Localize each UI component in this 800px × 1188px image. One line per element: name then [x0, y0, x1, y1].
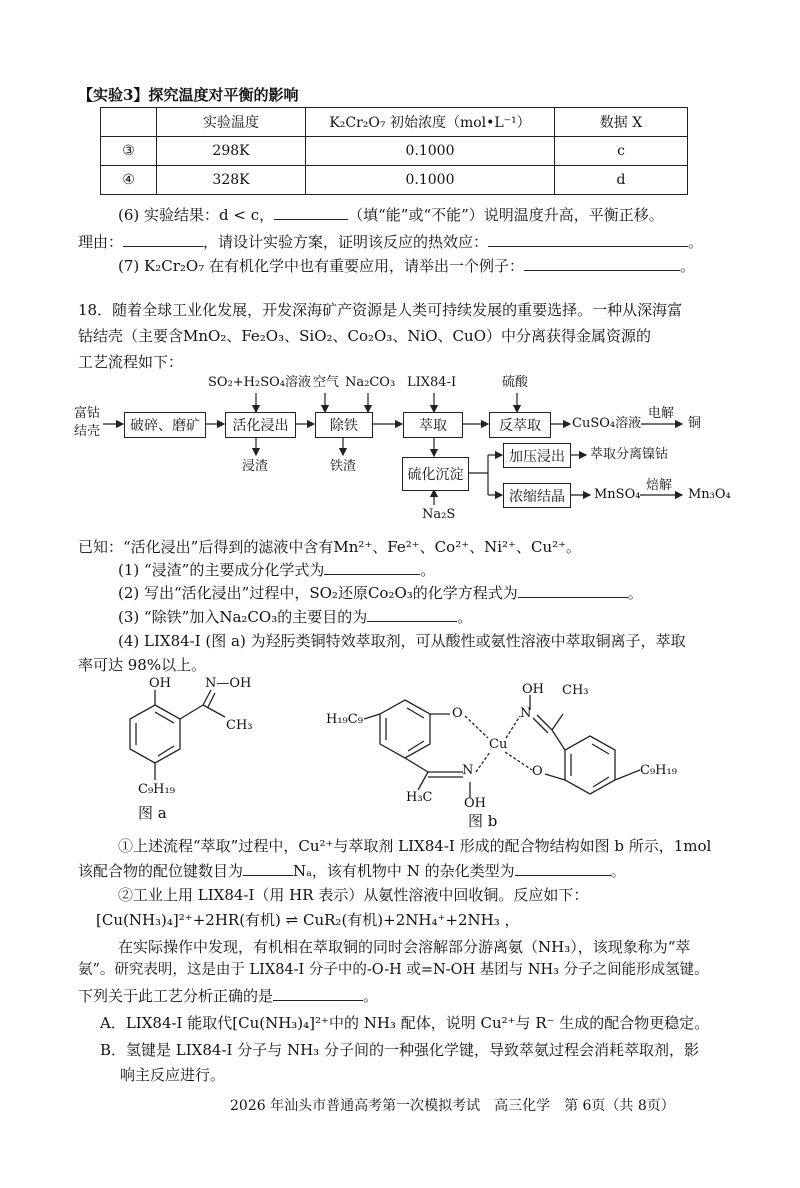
label-electrolysis: 电解 — [648, 406, 675, 421]
table-cell: 298K — [157, 137, 306, 166]
page-footer: 2026 年汕头市普通高考第一次模拟考试 高三化学 第 6页（共 8页） — [230, 1098, 675, 1114]
reagent-acid: 硫酸 — [502, 375, 529, 390]
table-cell: ④ — [101, 166, 157, 195]
step-leach: 活化浸出 — [225, 412, 296, 438]
q4-line2: 率可达 98%以上。 — [78, 656, 207, 674]
table-cell: 0.1000 — [306, 166, 555, 195]
c9h19-label: C₉H₁₉ — [138, 782, 175, 797]
table-cell: 328K — [157, 166, 306, 195]
answer-blank[interactable] — [515, 861, 611, 876]
output-cuso4: CuSO₄溶液 — [572, 416, 642, 431]
table-cell: d — [555, 166, 688, 195]
h19c9-label: H₁₉C₉ — [326, 712, 363, 727]
feed-label-bottom: 结壳 — [74, 424, 101, 439]
step-extract: 萃取 — [403, 412, 463, 438]
reagent-so2: SO₂+H₂SO₄溶液 — [208, 375, 311, 390]
table-header: K₂Cr₂O₇ 初始浓度（mol•L⁻¹） — [306, 108, 555, 137]
q7-text: 。 — [679, 257, 695, 275]
output-mn3o4: Mn₃O₄ — [688, 487, 731, 502]
step-concentrate: 浓缩结晶 — [503, 483, 571, 508]
q3: (3) “除铁”加入Na₂CO₃的主要目的为 。 — [118, 608, 473, 626]
step-pressure-leach: 加压浸出 — [503, 443, 571, 468]
step-sulfide-precip: 硫化沉淀 — [402, 457, 469, 491]
para-line3: 下列关于此工艺分析正确的是 。 — [78, 987, 379, 1005]
reagent-air: 空气 — [313, 375, 340, 390]
q1-text: (1) “浸渣”的主要成分化学式为 — [118, 561, 325, 579]
q6-text: （填“能”或“不能”）说明温度升高，平衡正移。 — [348, 206, 664, 224]
n-label-right: N — [520, 706, 532, 721]
sub1-text: Nₐ，该有机物中 N 的杂化类型为 — [293, 862, 515, 880]
q18-intro-2: 钴结壳（主要含MnO₂、Fe₂O₃、SiO₂、Co₂O₃、NiO、CuO）中分离获得金属资源的 — [78, 327, 651, 345]
para-line1: 在实际操作中发现，有机相在萃取铜的同时会溶解部分游离氨（NH₃），该现象称为“萃 — [118, 938, 691, 956]
q4-line1: (4) LIX84-I (图 a) 为羟肟类铜特效萃取剂，可从酸性或氨性溶液中萃取铜离子，萃取 — [118, 632, 686, 650]
known-info: 已知：“活化浸出”后得到的滤液中含有Mn²⁺、Fe²⁺、Co²⁺、Ni²⁺、Cu²⁺。 — [78, 538, 582, 556]
option-b-line1[interactable]: B．氢键是 LIX84-I 分子与 NH₃ 分子间的一种强化学键，导致萃氨过程会消耗萃取剂，影 — [100, 1041, 699, 1059]
output-ni-co: 萃取分离镍钴 — [590, 447, 669, 462]
q7-text: (7) K₂Cr₂O₇ 在有机化学中也有重要应用，请举出一个例子： — [118, 257, 524, 275]
table-cell: c — [555, 137, 688, 166]
q6-text: (6) 实验结果：d < c， — [118, 206, 275, 224]
sub1-line2: 该配合物的配位键数目为 Nₐ，该有机物中 N 的杂化类型为 。 — [78, 862, 626, 880]
fig-b-caption: 图 b — [468, 812, 498, 830]
step-strip: 反萃取 — [489, 412, 551, 438]
reaction-equation: [Cu(NH₃)₄]²⁺+2HR(有机) ⇌ CuR₂(有机)+2NH₄⁺+2NH₃ ， — [96, 911, 520, 929]
noh-label: N—OH — [205, 676, 252, 691]
answer-blank[interactable] — [243, 861, 293, 876]
reagent-na2s: Na₂S — [422, 507, 456, 522]
output-mnso4: MnSO₄ — [594, 487, 641, 502]
n-label: N — [462, 763, 474, 778]
q18-intro-1: 18．随着全球工业化发展，开发深海矿产资源是人类可持续发展的重要选择。一种从深海富 — [78, 301, 683, 319]
para-line2: 氨”。研究表明，这是由于 LIX84-I 分子中的-O-H 或=N-OH 基团与 NH₃ 分子之间能形成氢键。 — [78, 962, 709, 978]
feed-label-top: 富钴 — [74, 406, 101, 421]
q2-text: (2) 写出“活化浸出”过程中，SO₂还原Co₂O₃的化学方程式为 — [118, 584, 518, 602]
q1: (1) “浸渣”的主要成分化学式为 。 — [118, 561, 436, 579]
exp3-title: 【实验3】探究温度对平衡的影响 — [78, 86, 299, 104]
table-cell: ③ — [101, 137, 157, 166]
table-header: 数据 X — [555, 108, 688, 137]
option-b-line2: 响主反应进行。 — [120, 1066, 226, 1084]
q6-text: 理由： — [78, 233, 124, 251]
q2: (2) 写出“活化浸出”过程中，SO₂还原Co₂O₃的化学方程式为 。 — [118, 584, 643, 602]
sub1-text: 该配合物的配位键数目为 — [78, 862, 244, 880]
q6-text: 。 — [688, 233, 704, 251]
step-crush: 破碎、磨矿 — [124, 412, 206, 438]
oh-label-right: OH — [522, 682, 544, 697]
output-leach-residue: 浸渣 — [242, 459, 269, 474]
label-roast: 焙解 — [646, 478, 673, 493]
sub1-line1: ①上述流程“萃取”过程中，Cu²⁺与萃取剂 LIX84-I 形成的配合物结构如图 b 所示，1mol — [118, 837, 712, 855]
q6-text: ，请设计实验方案，证明该反应的热效应： — [203, 233, 489, 251]
output-iron-residue: 铁渣 — [330, 459, 357, 474]
step-remove-iron: 除铁 — [315, 412, 373, 438]
reagent-lix: LIX84-I — [407, 375, 457, 390]
q3-text: (3) “除铁”加入Na₂CO₃的主要目的为 — [118, 608, 368, 626]
reagent-na2co3: Na₂CO₃ — [345, 375, 396, 390]
o-label-right: O — [532, 764, 543, 779]
fig-a-caption: 图 a — [138, 804, 167, 822]
option-a[interactable]: A．LIX84-I 能取代[Cu(NH₃)₄]²⁺中的 NH₃ 配体，说明 Cu²⁺与 R⁻ 生成的配合物更稳定。 — [100, 1014, 710, 1032]
ch3-label-right: CH₃ — [562, 683, 589, 698]
o-label: O — [452, 706, 463, 721]
sub2-line1: ②工业上用 LIX84-I（用 HR 表示）从氨性溶液中回收铜。反应如下： — [118, 886, 589, 904]
para-text: 下列关于此工艺分析正确的是 — [78, 987, 274, 1005]
h3c-label: H₃C — [406, 790, 433, 805]
output-copper: 铜 — [688, 416, 702, 431]
cu-label: Cu — [489, 737, 508, 752]
c9h19-label-right: C₉H₁₉ — [640, 763, 677, 778]
table-cell: 0.1000 — [306, 137, 555, 166]
oh-label: OH — [149, 676, 171, 691]
oh-label-b: OH — [464, 796, 486, 811]
answer-blank[interactable] — [273, 986, 363, 1001]
ch3-label: CH₃ — [226, 718, 253, 733]
table-header: 实验温度 — [157, 108, 306, 137]
q18-intro-3: 工艺流程如下： — [78, 353, 184, 371]
